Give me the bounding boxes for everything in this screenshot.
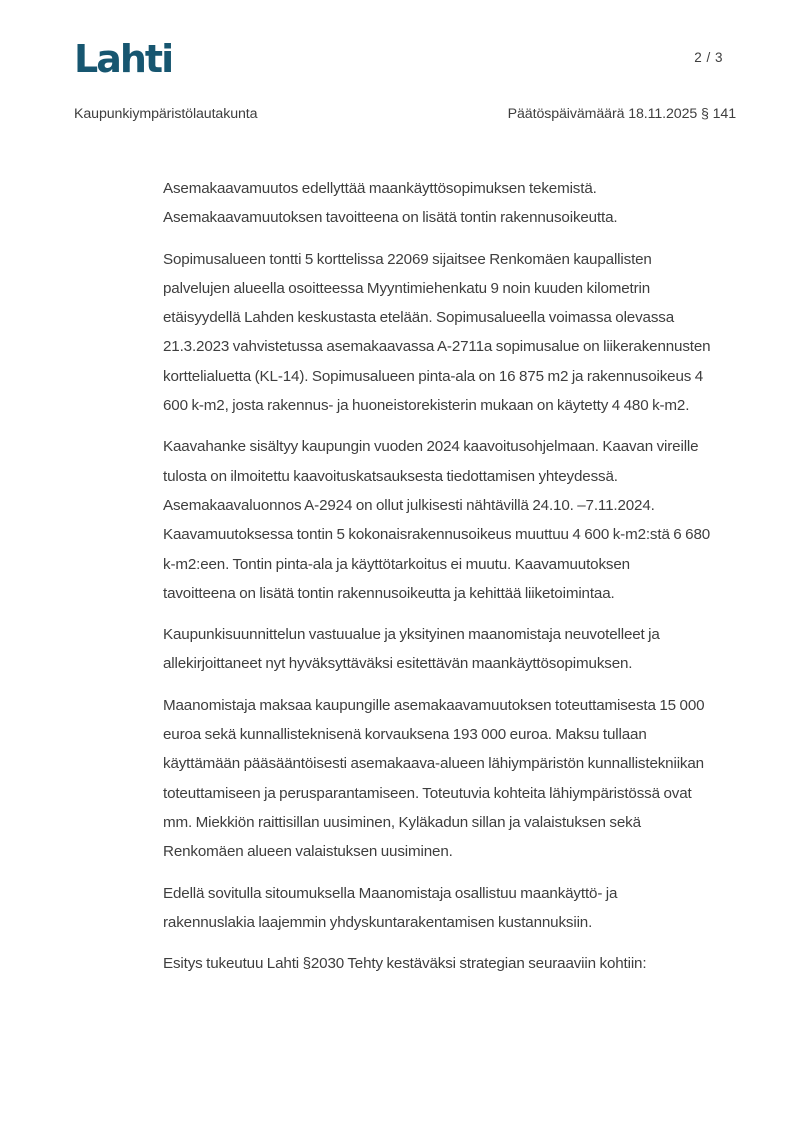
paragraph: [163, 432, 753, 608]
text-line: Renkomäen alueen valaistuksen uusiminen.: [163, 843, 453, 861]
paragraph: [163, 949, 753, 978]
text-line: Esitys tukeutuu Lahti §2030 Tehty kestäväksi strategian seuraaviin kohtiin:: [163, 955, 647, 973]
text-line: Asemakaavamuutos edellyttää maankäyttösopimuksen tekemistä.: [163, 180, 597, 197]
text-line: tavoitteena on lisätä tontin rakennusoikeutta ja kehittää liiketoimintaa.: [163, 584, 615, 602]
document-header: [74, 106, 736, 122]
text-line: Edellä sovitulla sitoumuksella Maanomistaja osallistuu maankäyttö- ja: [163, 884, 618, 902]
text-line: Maanomistaja maksaa kaupungille asemakaavamuutoksen toteuttamisesta 15 000: [163, 696, 705, 714]
paragraph: [163, 879, 753, 938]
text-line: Kaupunkisuunnittelun vastuualue ja yksityinen maanomistaja neuvotelleet ja: [163, 626, 660, 644]
paragraph: [163, 174, 753, 233]
committee-name: Kaupunkiympäristölautakunta: [74, 106, 258, 122]
text-line: tulosta on ilmoitettu kaavoituskatsauksesta tiedottamisen yhteydessä.: [163, 467, 618, 485]
decision-date: Päätöspäivämäärä 18.11.2025 § 141: [507, 106, 736, 122]
text-line: Kaavamuutoksessa tontin 5 kokonaisrakennusoikeus muuttuu 4 600 k-m2:stä 6 680: [163, 526, 711, 544]
text-line: Kaavahanke sisältyy kaupungin vuoden 2024 kaavoitusohjelmaan. Kaavan vireille: [163, 438, 699, 456]
text-line: rakennuslakia laajemmin yhdyskuntarakentamisen kustannuksiin.: [163, 913, 593, 931]
text-line: etäisyydellä Lahden keskustasta etelään. Sopimusalueella voimassa olevassa: [163, 309, 675, 327]
lahti-logo: Lahti: [74, 37, 173, 81]
document-body: [163, 174, 753, 990]
text-line: toteuttamiseen ja perusparantamiseen. Toteutuvia kohteita lähiympäristössä ovat: [163, 784, 692, 802]
text-line: käyttämään pääsääntöisesti asemakaava-alueen lähiympäristön kunnallistekniikan: [163, 755, 704, 773]
text-line: Asemakaavaluonnos A-2924 on ollut julkisesti nähtävillä 24.10. –7.11.2024.: [163, 496, 655, 514]
text-line: allekirjoittaneet nyt hyväksyttäväksi esitettävän maankäyttösopimuksen.: [163, 655, 633, 673]
text-line: Sopimusalueen tontti 5 korttelissa 22069 sijaitsee Renkomäen kaupallisten: [163, 250, 652, 268]
text-line: palvelujen alueella osoitteessa Myyntimiehenkatu 9 noin kuuden kilometrin: [163, 279, 651, 297]
text-line: mm. Miekkiön raittisillan uusiminen, Kyläkadun sillan ja valaistuksen sekä: [163, 813, 641, 831]
paragraph: [163, 620, 753, 679]
text-line: 600 k-m2, josta rakennus- ja huoneistorekisterin mukaan on käytetty 4 480 k-m2.: [163, 397, 690, 415]
page-number: 2 / 3: [694, 50, 723, 65]
text-line: k-m2:een. Tontin pinta-ala ja käyttötarkoitus ei muutu. Kaavamuutoksen: [163, 555, 630, 573]
paragraph: [163, 691, 753, 867]
text-line: Asemakaavamuutoksen tavoitteena on lisätä tontin rakennusoikeutta.: [163, 209, 618, 227]
text-line: euroa sekä kunnallisteknisenä korvauksena 193 000 euroa. Maksu tullaan: [163, 726, 647, 744]
text-line: korttelialuetta (KL-14). Sopimusalueen pinta-ala on 16 875 m2 ja rakennusoikeus 4: [163, 367, 704, 385]
text-line: 21.3.2023 vahvistetussa asemakaavassa A-2711a sopimusalue on liikerakennusten: [163, 338, 711, 356]
paragraph: [163, 245, 753, 421]
